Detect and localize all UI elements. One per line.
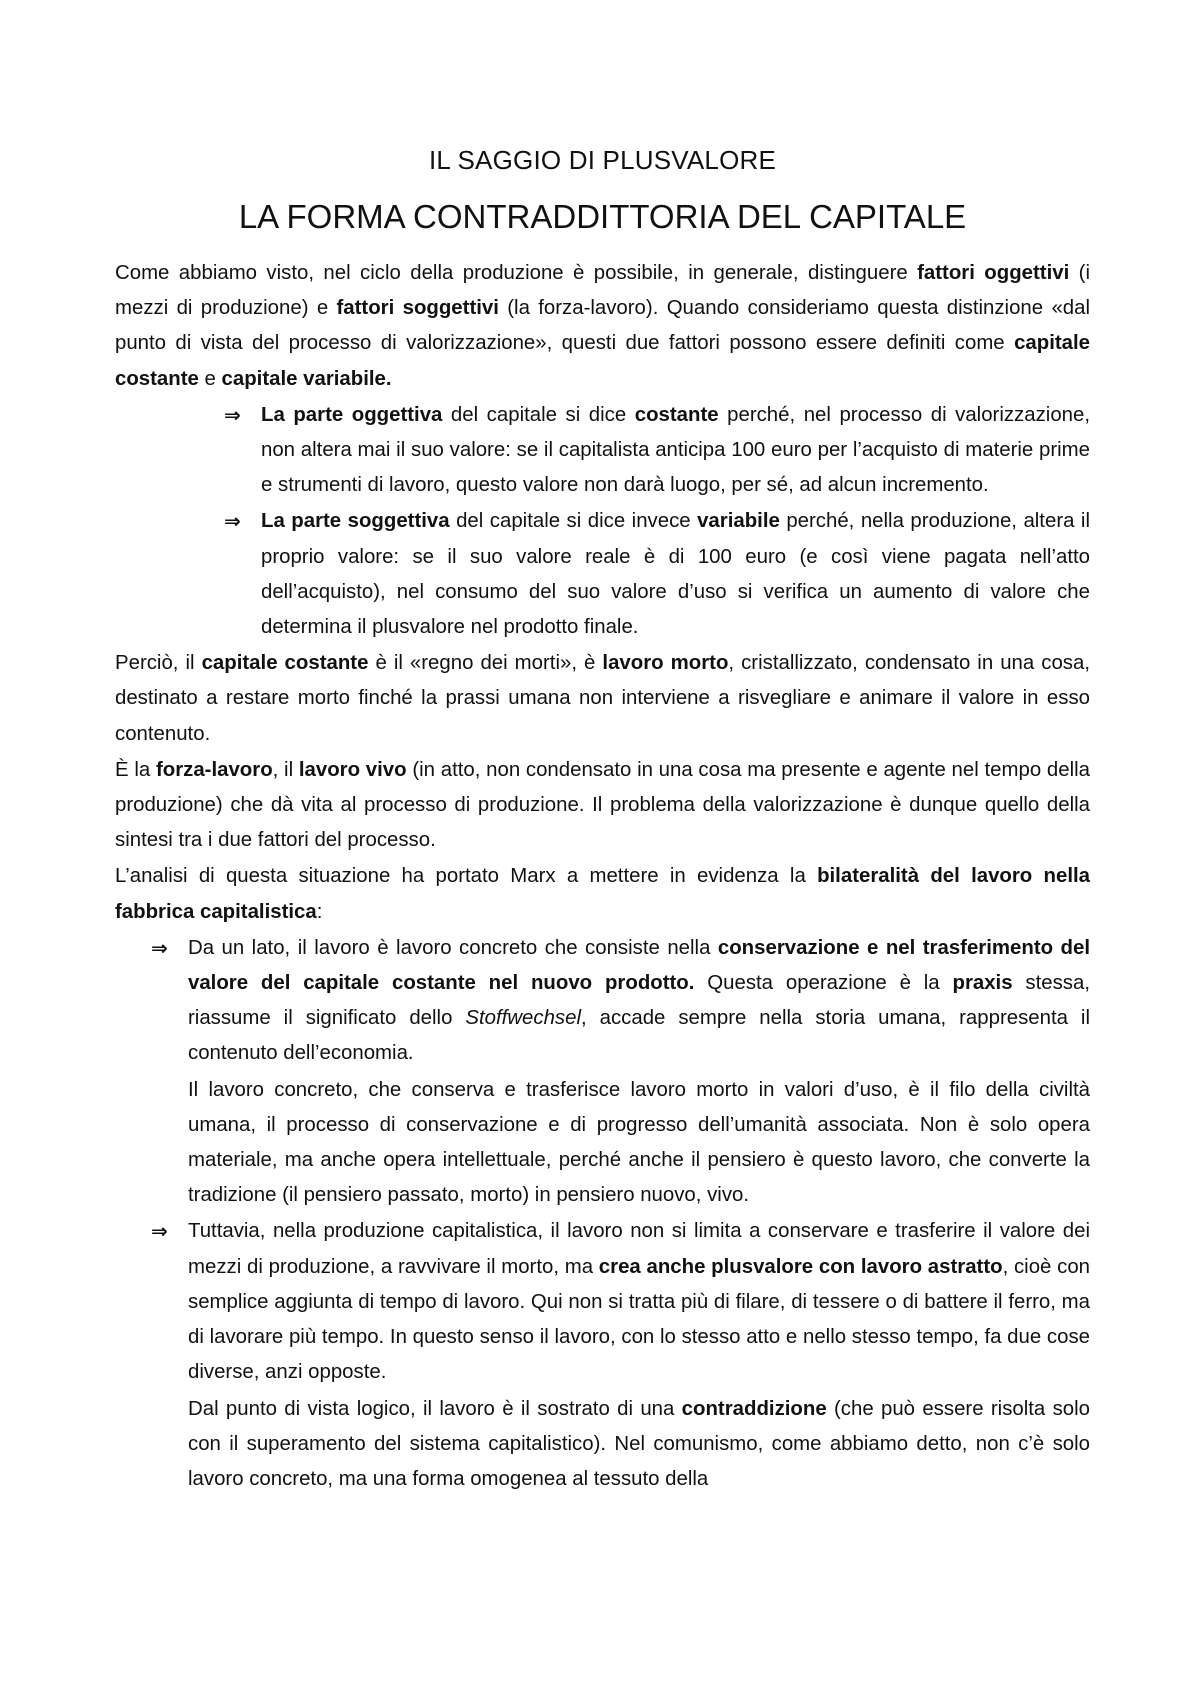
arrow-icon: ⇒ <box>151 1219 168 1244</box>
text-run: del capitale si dice invece <box>449 510 698 533</box>
text-run: perché, nel processo di valorizzazione, non altera mai il suo valore: se il capitalista anticipa 100 euro per l’acquisto di materie prime e strumenti di lavoro, questo valore non darà luogo, per sé, ad alcun incremento. <box>261 403 1091 497</box>
document-title: IL SAGGIO DI PLUSVALORE <box>428 145 777 175</box>
text-run: L’analisi di questa situazione ha portato Marx a mettere in evidenza la <box>115 865 818 888</box>
paragraph-labour-power <box>115 753 1090 859</box>
text-run: : <box>316 900 323 923</box>
text-run: , cristallizzato, condensato in una cosa, destinato a restare morto finché la prassi umana non interviene a risvegliare e animare il valore in esso contenuto. <box>115 652 1091 745</box>
arrow-icon: ⇒ <box>224 402 241 427</box>
text-run: Come abbiamo visto, nel ciclo della produzione è possibile, in generale, distinguere <box>115 262 918 284</box>
text-run: del capitale si dice <box>442 403 635 426</box>
labour-aspects-list <box>115 931 1090 1497</box>
bold-term: costante <box>634 403 719 426</box>
list-item <box>151 1214 1090 1497</box>
paragraph-constant-capital <box>115 646 1090 752</box>
document-subtitle: LA FORMA CONTRADDITTORIA DEL CAPITALE <box>238 198 967 235</box>
list-item <box>224 398 1091 504</box>
bold-term: La parte soggettiva <box>261 510 450 533</box>
text-run: Tuttavia, nella produzione capitalistica, il lavoro non si limita a conservare e trasferire il valore dei mezzi di produzione, a ravvivare il morto, ma <box>188 1220 1090 1278</box>
list-item <box>224 504 1090 645</box>
text-run: (i mezzi di produzione) e <box>115 262 1090 320</box>
text-run: (la forza-lavoro). Quando consideriamo questa distinzione «dal punto di vista del processo di valorizzazione», questi due fattori possono essere definiti come <box>115 297 1090 355</box>
text-run: perché, nella produzione, altera il proprio valore: se il suo valore reale è di 100 euro (e così viene pagata nell’atto dell’acquisto), nel consumo del suo valore d’uso si verifica un aumento di valore che determina il plusvalore nel prodotto finale. <box>261 510 1090 639</box>
text-run: è il «regno dei morti», è <box>368 652 603 675</box>
bold-term: conservazione e nel trasferimento del valore del capitale costante nel nuovo prodotto. <box>188 936 1090 995</box>
text-run: Questa operazione è la <box>694 972 953 995</box>
bold-term: forza-lavoro <box>155 758 273 781</box>
list-item-subparagraph: Il lavoro concreto, che conserva e trasferisce lavoro morto in valori d’uso, è il filo della civiltà umana, il processo di conservazione e di progresso dell’umanità associata. Non è solo opera materiale, ma anche opera intellettuale, perché anche il pensiero è questo lavoro, che converte la tradizione (il pensiero passato, morto) in pensiero nuovo, vivo. <box>188 1078 1090 1207</box>
bold-term: fattori soggettivi <box>336 297 499 320</box>
bold-term: capitale costante <box>201 652 369 675</box>
text-run: , accade sempre nella storia umana, rappresenta il contenuto dell’economia. <box>188 1007 1090 1065</box>
text-run: (in atto, non condensato in una cosa ma presente e agente nel tempo della produzione) che dà vita al processo di produzione. Il problema della valorizzazione è dunque quello della sintesi tra i due fattori del processo. <box>115 758 1090 852</box>
bold-term: lavoro vivo <box>298 758 407 781</box>
bold-term: capitale variabile. <box>221 367 392 390</box>
paragraph-bilaterality <box>115 859 1090 929</box>
bold-term: crea anche plusvalore con lavoro astratto <box>598 1255 1003 1278</box>
text-run: Da un lato, il lavoro è lavoro concreto che consiste nella <box>188 936 718 959</box>
bold-term: contraddizione <box>681 1397 827 1420</box>
text-run: , cioè con semplice aggiunta di tempo di lavoro. Qui non si tratta più di filare, di tessere o di battere il ferro, ma di lavorare più tempo. In questo senso il lavoro, con lo stesso atto e nello stesso tempo, fa due cose diverse, anzi opposte. <box>188 1255 1090 1384</box>
bold-term: variabile <box>697 510 780 533</box>
bold-term: praxis <box>952 972 1013 995</box>
arrow-icon: ⇒ <box>151 935 168 960</box>
bold-term: capitale costante <box>115 332 1090 390</box>
capital-parts-list <box>115 398 1090 645</box>
arrow-icon: ⇒ <box>224 509 241 534</box>
paragraph-intro <box>115 256 1090 397</box>
text-run: Perciò, il <box>115 652 202 675</box>
bold-term: lavoro morto <box>602 652 729 675</box>
bold-term: La parte oggettiva <box>261 403 443 426</box>
list-item-subparagraph <box>188 1392 1090 1498</box>
text-run: Dal punto di vista logico, il lavoro è il sostrato di una <box>188 1397 682 1420</box>
italic-term: Stoffwechsel <box>465 1007 581 1030</box>
list-item <box>151 931 1090 1214</box>
bold-term: bilateralità del lavoro nella fabbrica capitalistica <box>115 865 1090 923</box>
text-run: , il <box>272 758 299 781</box>
text-run: stessa, riassume il significato dello <box>188 972 1090 1030</box>
bold-term: fattori oggettivi <box>917 262 1070 284</box>
text-run: (che può essere risolta solo con il superamento del sistema capitalistico). Nel comunismo, come abbiamo detto, non c’è solo lavoro concreto, ma una forma omogenea al tessuto della <box>188 1397 1090 1490</box>
text-run: e <box>198 367 222 390</box>
text-run: È la <box>115 758 156 781</box>
